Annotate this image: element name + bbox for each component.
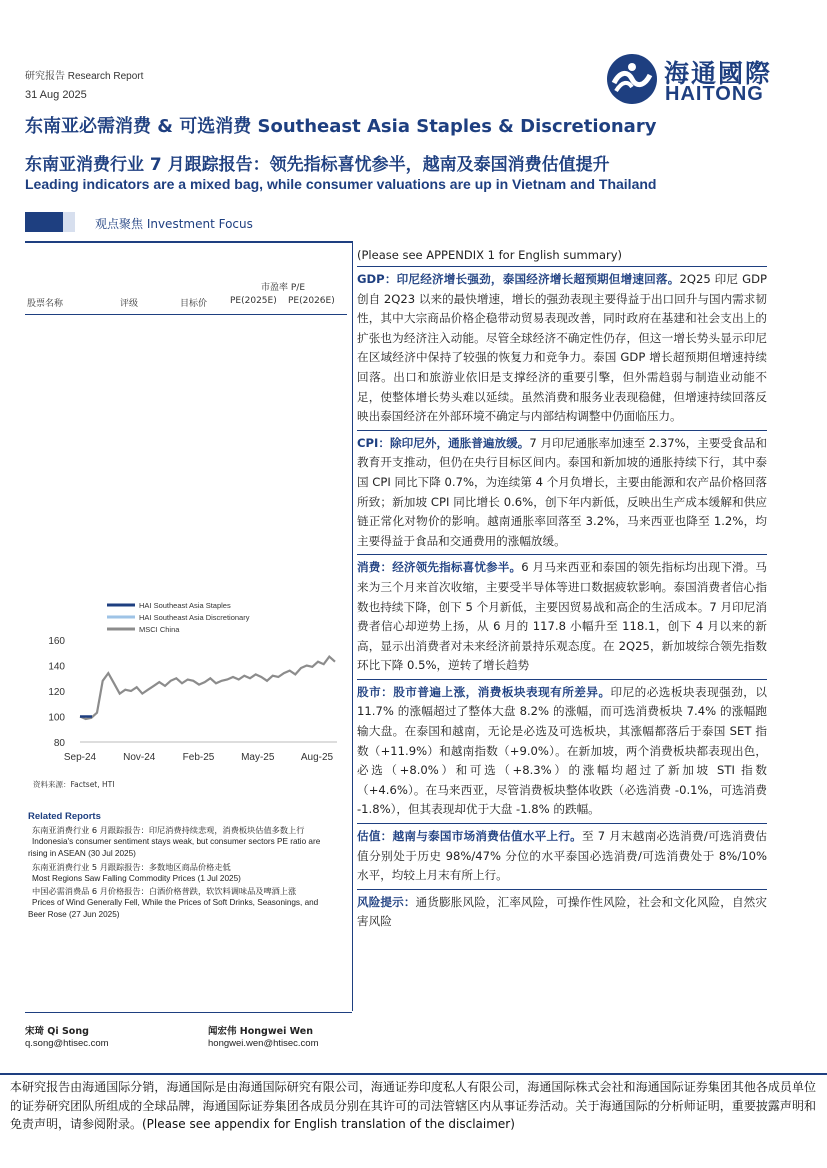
body-rule <box>357 679 767 680</box>
section-text: 通货膨胀风险，汇率风险，可操作性风险，社会和文化风险，自然灾害风险 <box>357 894 767 929</box>
focus-block-light <box>63 212 75 232</box>
col-pe-2026: PE(2026E) <box>288 296 335 306</box>
stock-table-rule <box>25 314 347 315</box>
col-target-price: 目标价 <box>180 299 208 309</box>
x-tick-label: Sep-24 <box>63 752 97 763</box>
chart-source: 资料来源：Factset, HTI <box>33 780 115 789</box>
analyst-rule <box>25 1012 352 1013</box>
section-risk <box>357 893 767 932</box>
series-line-msci-china <box>80 657 335 719</box>
report-type: 研究报告 Research Report <box>25 71 144 82</box>
y-tick-label: 160 <box>48 636 65 647</box>
stock-table-header <box>25 294 347 312</box>
section-cpi <box>357 434 767 552</box>
chart-series <box>80 657 335 719</box>
report-date: 31 Aug 2025 <box>25 89 87 101</box>
investment-focus-label: 观点聚焦 Investment Focus <box>95 217 253 231</box>
legend-label: HAI Southeast Asia Staples <box>139 601 231 610</box>
section-equity <box>357 683 767 820</box>
logo-text-zh: 海通國際 <box>664 59 773 88</box>
section-gdp <box>357 270 767 427</box>
related-item[interactable]: 东南亚消费行业 5 月跟踪报告：多数地区商品价格走低 <box>32 861 231 872</box>
analyst-name: 闻宏伟 Hongwei Wen <box>208 1026 313 1037</box>
chart-x-axis <box>64 742 337 763</box>
section-consumption <box>357 558 767 676</box>
section-text: 印尼的必选板块表现强劲，以 11.7% 的涨幅超过了整体大盘 8.2% 的涨幅，而可选消费板块 7.4% 的涨幅跑输大盘。在泰国和越南，无论是必选及可选板块，其涨幅都落后于泰国 SET 指数（+11.9%）和越南指数（+9.0%）。在新加坡，两个消费板块都表现出色，必选（+8.0%）和可选（+8.3%）的涨幅均超过了新加坡 STI 指数（+4.6%）。在马来西亚，尽管消费板块整体收跌（必选消费 -0.1%，可选消费 -1.8%），但其表现却优于大盘 -1.8% 的跌幅。 <box>357 684 767 817</box>
section-heading: 估值：越南与泰国市场消费估值水平上行。 <box>357 829 583 844</box>
section-heading: 股市：股市普遍上涨，消费板块表现有所差异。 <box>357 684 611 699</box>
x-tick-label: Nov-24 <box>123 752 156 763</box>
haitong-logo-icon <box>606 53 658 105</box>
y-tick-label: 100 <box>48 712 65 724</box>
performance-chart <box>25 595 345 775</box>
body-rule <box>357 266 767 267</box>
related-reports-list <box>28 824 333 922</box>
analyst-email[interactable]: q.song@htisec.com <box>25 1038 109 1049</box>
section-text: 2Q25 印尼 GDP 创自 2Q23 以来的最快增速，增长的强劲表现主要得益于出口回升与国内需求韧性，其中大宗商品价格企稳带动贸易表现改善，同时政府在基建和社会支出上的扩张也为经济注入动能。尽管全球经济不确定性仍存，但这一增长势头显示印尼在区域经济中保持了较强的恢复力和竞争力。泰国 GDP 增长超预期但增速持续回落。出口和旅游业依旧是支撑经济的重要引擎，但外需趋弱与制造业动能不足，使整体增长势头难以延续。虽然消费和服务业表现稳健，但增速持续回落反映出泰国经济在外部环境不确定与内部结构调整中仍面临压力。 <box>357 272 768 424</box>
focus-block <box>25 212 63 232</box>
section-heading: GDP：印尼经济增长强劲，泰国经济增长超预期但增速回落。 <box>357 272 680 286</box>
chart-y-axis <box>48 636 65 749</box>
footer-rule <box>0 1073 827 1075</box>
col-pe-2025: PE(2025E) <box>230 296 277 306</box>
haitong-logo <box>606 52 806 108</box>
body-rule <box>357 430 767 431</box>
related-item[interactable]: Prices of Wind Generally Fell, While the Prices of Soft Drinks, Seasonings, and Beer Rose (27 Jun 2025) <box>28 898 319 920</box>
related-item[interactable]: Most Regions Saw Falling Commodity Prices (1 Jul 2025) <box>32 873 241 883</box>
footer-disclaimer: 本研究报告由海通国际分销，海通国际是由海通国际研究有限公司，海通证券印度私人有限公司，海通国际株式会社和海通国际证券集团其他各成员单位的证券研究团队所组成的全球品牌，海通国际证券集团各成员分别在其许可的司法管辖区内从事证券活动。关于海通国际的分析师证明，重要披露声明和免责声明，请参阅附录。(Please see appendix for English translation of the disclaimer) <box>10 1080 816 1131</box>
sector-title: 东南亚必需消费 & 可选消费 Southeast Asia Staples & Discretionary <box>25 116 657 137</box>
section-valuation <box>357 827 767 886</box>
appendix-note: (Please see APPENDIX 1 for English summary) <box>357 248 623 262</box>
logo-text-en: HAITONG <box>665 83 764 105</box>
chart-legend <box>107 601 250 634</box>
left-column-rule <box>25 241 352 243</box>
related-item[interactable]: 东南亚消费行业 6 月跟踪报告：印尼消费持续悲观，消费板块估值多数上行 <box>32 825 305 835</box>
x-tick-label: Feb-25 <box>182 752 215 763</box>
y-tick-label: 120 <box>48 687 65 698</box>
section-text: 6 月马来西亚和泰国的领先指标均出现下滑。马来为三个月来首次收缩，主要受半导体等进口数据疲软影响。泰国消费者信心指数也持续下降，创下 5 个月新低，主要因贸易战和高企的生活成本。7 月印尼消费者信心却逆势上扬，从 6 月的 117.8 小幅升至 118.1，创下 4 月以来的新高，显示出消费者对未来经济前景持乐观态度。在 2Q25，新加坡综合领先指数环比下降 0.5%，逆转了增长趋势 <box>357 560 767 673</box>
pe-header: 市盈率 P/E <box>261 283 306 293</box>
section-heading: 风险提示： <box>357 894 416 909</box>
related-item[interactable]: 中国必需消费品 6 月价格报告：白酒价格普跌，软饮料调味品及啤酒上涨 <box>32 886 297 897</box>
body-column <box>357 245 767 932</box>
column-divider <box>352 241 353 1011</box>
x-tick-label: Aug-25 <box>300 752 334 763</box>
section-heading: 消费：经济领先指标喜忧参半。 <box>357 560 522 575</box>
section-text: 7 月印尼通胀率加速至 2.37%，主要受食品和教育开支推动，但仍在央行目标区间内。泰国和新加坡的通胀持续下行，其中泰国 CPI 同比下降 0.7%，为连续第 4 个月负增长，主要由能源和农产品价格回落所致；新加坡 CPI 同比增长 0.6%，创下年内新低，反映出生产成本缓解和供应链正常化对物价的影响。越南通胀率回落至 3.2%，马来西亚也降至 1.2%，均主要得益于食品和交通费用的涨幅放缓。 <box>357 435 767 548</box>
section-text: 至 7 月末越南必选消费/可选消费估值分别处于历史 98%/47% 分位的水平泰国必选消费/可选消费处于 8%/10% 水平，均较上月末有所上行。 <box>357 829 767 883</box>
col-rating: 评级 <box>120 299 139 309</box>
body-rule <box>357 823 767 824</box>
x-tick-label: May-25 <box>241 752 275 763</box>
body-rule <box>357 889 767 890</box>
related-item[interactable]: Indonesia's consumer sentiment stays weak, but consumer sectors PE ratio are rising in ASEAN (30 Jul 2025) <box>28 837 321 859</box>
y-tick-label: 80 <box>53 738 65 749</box>
body-rule <box>357 554 767 555</box>
analyst-name: 宋琦 Qi Song <box>25 1026 89 1037</box>
col-stock-name: 股票名称 <box>27 299 64 309</box>
y-tick-label: 140 <box>48 661 65 673</box>
report-title-en: Leading indicators are a mixed bag, while consumer valuations are up in Vietnam and Thailand <box>25 176 657 192</box>
report-title-zh: 东南亚消费行业 7 月跟踪报告：领先指标喜忧参半，越南及泰国消费估值提升 <box>25 155 610 175</box>
legend-label: HAI Southeast Asia Discretionary <box>139 613 250 622</box>
analyst-email[interactable]: hongwei.wen@htisec.com <box>208 1038 319 1049</box>
legend-label: MSCI China <box>139 625 180 634</box>
related-reports-title: Related Reports <box>28 811 101 822</box>
section-heading: CPI：除印尼外，通胀普遍放缓。 <box>357 435 530 450</box>
